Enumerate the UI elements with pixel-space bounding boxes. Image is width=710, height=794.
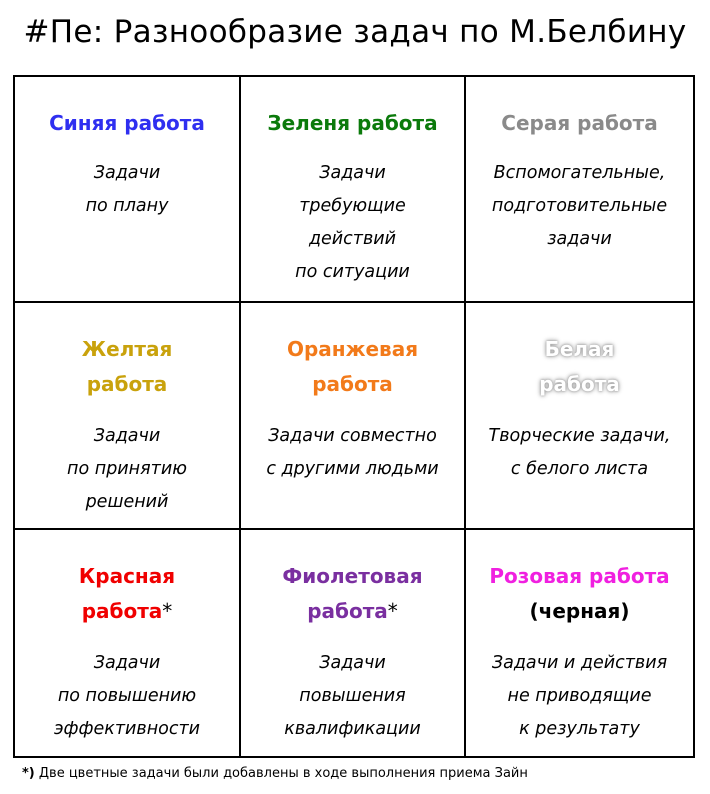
- footnote: [22, 764, 528, 784]
- cell-description-line: Задачи: [319, 163, 386, 183]
- footnote-text: Две цветные задачи были добавлены в ходе выполнения приема Зайн: [34, 766, 528, 781]
- cell-description-line: Задачи: [93, 163, 161, 183]
- task-color-grid: [13, 75, 695, 758]
- cell-description: [15, 157, 239, 223]
- cell-description: [15, 420, 239, 519]
- cell-description-line: требующие: [299, 196, 406, 216]
- cell-white-work: [466, 303, 693, 530]
- cell-description-line: с белого листа: [510, 459, 649, 479]
- cell-description-line: Вспомогательные,: [493, 163, 666, 183]
- cell-title: [241, 332, 464, 402]
- cell-title-line: Синяя работа: [49, 111, 205, 135]
- cell-title-line: работа: [539, 372, 620, 396]
- cell-description: [241, 420, 464, 486]
- cell-description-line: повышения: [299, 686, 406, 706]
- cell-title-line: Зеленя работа: [267, 111, 438, 135]
- footnote-asterisk: *: [162, 599, 173, 623]
- cell-description-line: Задачи: [93, 426, 161, 446]
- cell-title: [241, 559, 464, 629]
- cell-description-line: Задачи совместно: [268, 426, 437, 446]
- cell-title-line: Белая: [544, 337, 615, 361]
- cell-description-line: Задачи и действия: [491, 653, 668, 673]
- cell-description-line: по принятию: [67, 459, 187, 479]
- cell-description-line: действий: [308, 229, 397, 249]
- cell-title-line: Красная: [78, 564, 176, 588]
- cell-title: [15, 559, 239, 629]
- cell-blue-work: [15, 77, 241, 303]
- cell-title: [15, 332, 239, 402]
- cell-description-line: подготовительные: [491, 196, 668, 216]
- cell-description: [466, 157, 693, 256]
- cell-title: [241, 106, 464, 141]
- cell-title: [466, 559, 693, 629]
- cell-title-line: Оранжевая: [286, 337, 419, 361]
- cell-title-line: [241, 594, 464, 629]
- cell-description-line: по плану: [85, 196, 169, 216]
- cell-title-line: Фиолетовая: [282, 564, 423, 588]
- cell-violet-work: [241, 530, 466, 756]
- cell-description-line: Задачи: [319, 653, 386, 673]
- cell-green-work: [241, 77, 466, 303]
- cell-description-line: решений: [85, 492, 169, 512]
- cell-title: [15, 106, 239, 141]
- cell-yellow-work: [15, 303, 241, 530]
- cell-description: [15, 647, 239, 746]
- cell-description: [241, 647, 464, 746]
- cell-description-line: по повышению: [57, 686, 197, 706]
- cell-description: [466, 420, 693, 486]
- cell-title-line: (черная): [529, 599, 630, 623]
- cell-orange-work: [241, 303, 466, 530]
- cell-description-line: Задачи: [93, 653, 161, 673]
- cell-description: [241, 157, 464, 289]
- cell-description-line: Творческие задачи,: [488, 426, 671, 446]
- cell-title-line: Розовая работа: [489, 564, 670, 588]
- cell-description-line: задачи: [547, 229, 612, 249]
- cell-description: [466, 647, 693, 746]
- cell-title: [466, 332, 693, 402]
- cell-title-text: работа: [307, 599, 388, 623]
- cell-title-text: работа: [81, 599, 163, 623]
- cell-description-line: не приводящие: [507, 686, 652, 706]
- cell-pink-work: [466, 530, 693, 756]
- footnote-asterisk: *: [387, 599, 398, 623]
- cell-title-line: Серая работа: [501, 111, 658, 135]
- cell-description-line: по ситуации: [295, 262, 410, 282]
- cell-title: [466, 106, 693, 141]
- cell-description-line: квалификации: [284, 719, 421, 739]
- cell-description-line: с другими людьми: [266, 459, 439, 479]
- cell-gray-work: [466, 77, 693, 303]
- cell-title-line: работа: [312, 372, 393, 396]
- cell-description-line: эффективности: [53, 719, 201, 739]
- footnote-mark: *): [22, 766, 35, 781]
- cell-description-line: к результату: [519, 719, 640, 739]
- cell-title-line: работа: [86, 372, 168, 396]
- cell-title-line: Желтая: [81, 337, 173, 361]
- cell-red-work: [15, 530, 241, 756]
- page-title: #Пе: Разнообразие задач по М.Белбину: [23, 14, 687, 50]
- cell-title-line: [15, 594, 239, 629]
